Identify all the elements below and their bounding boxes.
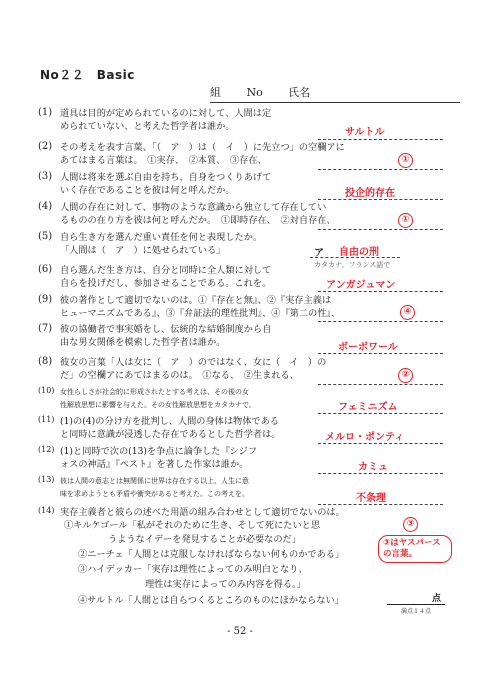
question-number: (13) xyxy=(38,475,55,484)
answer: ボーボワール xyxy=(338,342,398,353)
question-text: 人間の存在に対して、事物のような意識から独立して存在してい るものの在り方を彼は何と呼んだか。 ①即時存在、 ②対自存在、 xyxy=(60,202,336,226)
question-text: 自ら生き方を選んだ重い責任を何と表現したか。 「人間は（ ア ）に処せられている」 xyxy=(60,232,263,256)
answer: アンガジュマン xyxy=(326,280,396,291)
question-number: (9) xyxy=(38,294,53,305)
score-unit: 点 xyxy=(387,591,445,605)
option-1-cont: うようなイデーを発見することが必要なのだ」 xyxy=(108,534,301,545)
answer-circle: ① xyxy=(398,213,413,228)
question-number: (12) xyxy=(38,445,55,454)
question-text: その考えを表す言葉、「（ ア ）は（ イ ）に先立つ」の空欄アに あてはまる言葉は。 ①実存、 ②本質、 ③存在、 xyxy=(60,142,345,166)
answer-hint: カタカナ、フランス語で xyxy=(314,261,391,269)
page-number: - 52 - xyxy=(227,626,253,637)
name-label: 氏名 xyxy=(288,86,311,99)
answer-prefix: ア xyxy=(314,248,324,259)
question-number: (6) xyxy=(38,264,53,275)
question-text: 彼女の言葉「人は女に（ ア ）のではなく、女に（ イ ）の だ」の空欄アにあてはまるのは。 ①なる、 ②生まれる、 xyxy=(60,357,327,381)
answer-circle: ② xyxy=(398,368,413,383)
answer-circle: ③ xyxy=(403,517,418,532)
question-text: 彼は人間の意志とは無関係に世界は存在する以上、人生に意 味を求めようとも矛盾や衝突があると考えた。この考えを。 xyxy=(60,477,249,498)
question-number: (7) xyxy=(38,323,53,334)
question-text: 自ら選んだ生き方は、自分と同時に全人類に対して 自らを投げだし、参加させることである。これを。 xyxy=(60,265,272,289)
answer: 投企的存在 xyxy=(345,188,395,199)
question-number: (8) xyxy=(38,356,53,367)
student-header xyxy=(210,84,460,103)
option-1: ①キルケゴール「私がそれのために生き、そして死にたいと思 xyxy=(64,520,321,531)
score-max: 満点１４点 xyxy=(400,608,431,615)
number-label: No xyxy=(246,86,263,99)
question-text: (1)と同時で次の(13)を争点に論争した『シジフ ォスの神話』『ペスト』を著した作家は誰か。 xyxy=(60,446,258,470)
question-text: 女性らしさが社会的に形成されたとする考えは、その後の女 性解放思想に影響を与えた。その女性解放思想をカタカナで。 xyxy=(60,388,256,409)
question-text: 実存主義者と彼らの述べた用語の組み合わせとして適切でないのは。 xyxy=(60,507,345,518)
question-text: (1)の(4)の分け方を批判し、人間の身体は物体である と同時に意識が浸透した存在であるとした哲学者は。 xyxy=(60,416,281,440)
answer-note: ③はヤスパースの言葉。 xyxy=(378,535,452,563)
answer: サルトル xyxy=(345,127,385,138)
question-number: (3) xyxy=(38,171,53,182)
question-number: (4) xyxy=(38,201,53,212)
question-text: 彼の著作として適切でないのは。①『存在と無』、②『実存主義は ヒューマニズムである』、③『弁証法的理性批判』、④『第二の性』、 xyxy=(60,295,341,319)
answer-circle: ① xyxy=(398,153,413,168)
page-title: No２２ Basic xyxy=(40,68,135,82)
question-number: (1) xyxy=(38,107,53,118)
question-text: 道具は目的が定められているのに対して、人間は定 められていない、と考えた哲学者は誰か。 xyxy=(60,108,272,132)
question-number: (2) xyxy=(38,141,53,152)
option-3: ③ハイデッカー「実存は理性によってのみ明白となり、 xyxy=(78,564,308,575)
answer: フェミニズム xyxy=(338,402,398,413)
answer: メルロ・ポンティ xyxy=(325,432,405,443)
question-text: 人間は将来を選ぶ自由を持ち、自身をつくりあげて いく存在であることを彼は何と呼んだか。 xyxy=(60,172,272,196)
question-number: (14) xyxy=(38,506,55,515)
class-label: 組 xyxy=(210,86,221,99)
question-number: (11) xyxy=(38,415,55,424)
question-number: (5) xyxy=(38,231,53,242)
option-3-cont: 理性は実存によってのみ内容を得る。」 xyxy=(145,579,306,590)
option-2: ②ニーチェ「人間とは克服しなければならない何ものかである」 xyxy=(78,549,345,560)
answer: 不条理 xyxy=(356,493,386,504)
answer: 自由の刑 xyxy=(339,247,379,258)
question-text: 彼の協働者で事実婚をし、伝統的な結婚制度から自 由な男女関係を模索した哲学者は誰か。 xyxy=(60,324,272,348)
answer-circle: ④ xyxy=(400,305,415,320)
answer: カミュ xyxy=(358,462,388,473)
option-4: ④サルトル「人間とは自らつくるところのものにほかならない」 xyxy=(78,595,344,606)
score-box xyxy=(387,591,445,615)
question-number: (10) xyxy=(38,386,55,395)
